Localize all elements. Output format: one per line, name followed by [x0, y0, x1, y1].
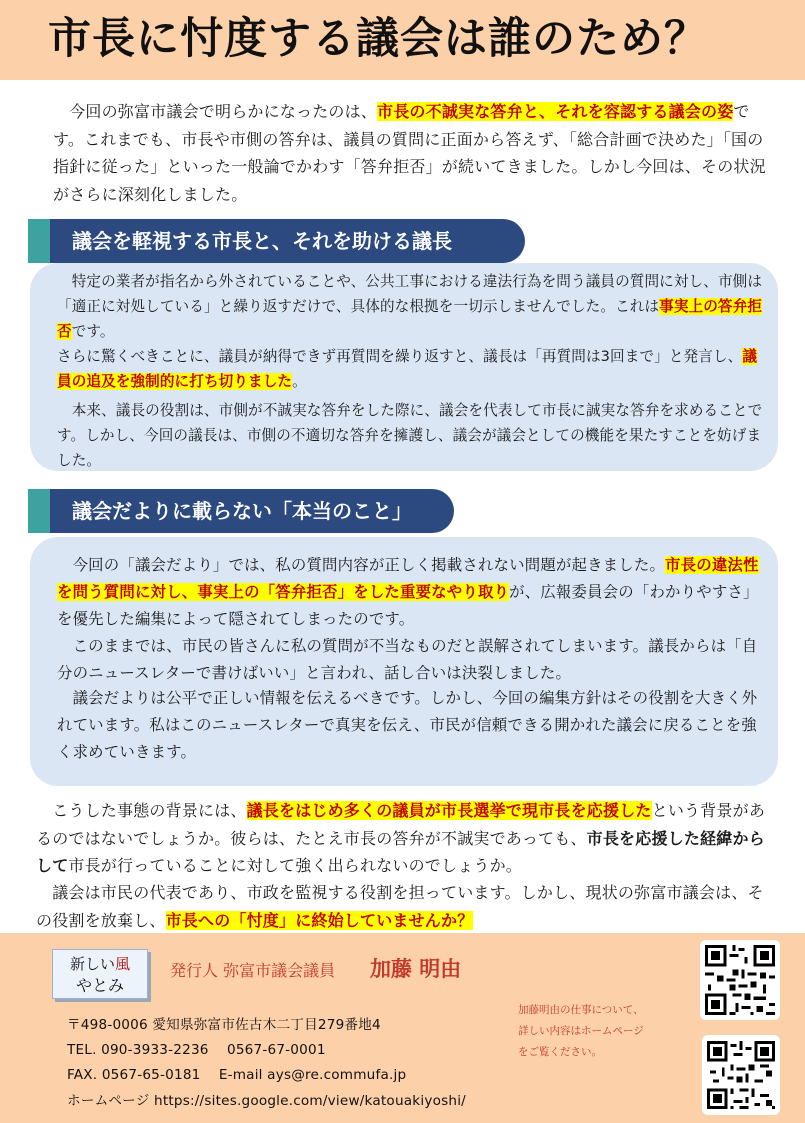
logo-word-wind: 風	[115, 955, 131, 973]
section2-header-bar	[28, 489, 454, 533]
footer-homepage-link[interactable]: ホームページ https://sites.google.com/view/katouakiyoshi/	[67, 1093, 466, 1109]
section2-accent-tab	[28, 489, 50, 533]
intro-text-2: です。これまでも、市長や市側の答弁は、議員の質問に正面から答えず、「総合計画で決めた」「国の指針に従った」といった一般論でかわす「答弁拒否」が続いてきました。しかし今回は、その状況がさらに深刻化しました。	[53, 102, 766, 204]
closing-p2-text: 議会は市民の代表であり、市政を監視する役割を担っています。しかし、現状の弥富市議会は、その役割を放棄し、	[36, 883, 764, 930]
publisher-name: 加藤 明由	[370, 957, 462, 981]
section2-heading: 議会だよりに載らない「本当のこと」	[72, 499, 412, 523]
section1-p3-text: 本来、議長の役割は、市側が不誠実な答弁をした際に、議会を代表して市長に誠実な答弁を求めることです。しかし、今回の議長は、市側の不適切な答弁を擁護し、議会が議会としての機能を果たすことを妨げました。	[57, 402, 763, 469]
logo-line-1	[53, 953, 147, 975]
section1-p2-text-2: 。	[292, 373, 307, 390]
closing-p2-highlight: 市長への「忖度」に終始していませんか？	[165, 910, 474, 930]
section1-p2-highlight: 議員の追及を強制的に打ち切りました	[57, 348, 758, 390]
section2-paragraph-3	[57, 685, 767, 766]
footer-phone: TEL. 090-3933-2236 0567-67-0001	[67, 1042, 326, 1058]
closing-paragraph-2	[36, 879, 776, 934]
intro-text: 今回の弥富市議会で明らかになったのは、	[69, 102, 378, 121]
intro-paragraph	[53, 98, 773, 208]
footer-note-line-2: 詳しい内容はホームページ	[518, 1025, 644, 1037]
publisher-label: 発行人 弥富市議会議員	[170, 961, 336, 980]
section1-accent-tab	[28, 219, 50, 263]
footer-address: 〒498-0006 愛知県弥富市佐古木二丁目279番地4	[67, 1017, 381, 1033]
section2-p3-text: 議会だよりは公平で正しい情報を伝えるべきです。しかし、今回の編集方針はその役割を大きく外れています。私はこのニュースレターで真実を伝え、市民が信頼できる開かれた議会に戻ることを強く求めていきます。	[57, 689, 758, 761]
closing-p1-emphasis: 市長を応援した経緯からして	[36, 828, 765, 875]
section2-paragraph-2	[57, 633, 767, 687]
section1-heading: 議会を軽視する市長と、それを助ける議長	[72, 229, 452, 253]
page-title: 市長に忖度する議会は誰のため？	[48, 14, 708, 64]
footer-fax-email: FAX. 0567-65-0181 E-mail ays@re.commufa.jp	[67, 1067, 407, 1083]
footer-note-line-3: をご覧ください。	[518, 1046, 602, 1058]
logo-line-2: やとみ	[75, 976, 124, 995]
logo-word-new: 新しい	[69, 955, 115, 973]
qr-code-graphic	[702, 942, 778, 1018]
section1-paragraph-3	[57, 398, 767, 473]
section2-paragraph-1	[57, 552, 767, 633]
intro-highlight: 市長の不誠実な答弁と、それを容認する議会の姿	[377, 102, 734, 121]
closing-p1-text-2: という背景があるのではないでしょうか。彼らは、たとえ市長の答弁が不誠実であっても、	[36, 801, 766, 848]
newsletter-logo	[52, 949, 148, 999]
section2-p1-text-2: が、広報委員会の「わかりやすさ」を優先した編集によって隠されてしまったのです。	[57, 583, 759, 628]
closing-p1-highlight: 議長をはじめ多くの議員が市長選挙で現市長を応援した	[246, 801, 652, 820]
section2-p1-highlight: 市長の違法性を問う質問に対し、事実上の「答弁拒否」をした重要なやり取り	[57, 556, 759, 601]
section1-paragraph-1	[57, 269, 767, 344]
section1-p2-text: さらに驚くべきことに、議員が納得できず再質問を繰り返すと、議長は「再質問は3回まで」と発言し、	[57, 348, 743, 365]
section1-header-bar	[28, 219, 525, 263]
section1-p1-highlight: 事実上の答弁拒否	[57, 298, 763, 340]
section1-p1-text-2: です。	[71, 323, 115, 340]
section2-p2-text: このままでは、市民の皆さんに私の質問が不当なものだと誤解されてしまいます。議長からは「自分のニュースレターで書けばいい」と言われ、話し合いは決裂しました。	[57, 637, 758, 682]
closing-p1-text-3: 市長が行っていることに対して強く出られないのでしょうか。	[68, 856, 523, 875]
closing-paragraph-1	[36, 797, 776, 880]
qr-code-graphic	[704, 1037, 778, 1113]
section1-p1-text: 特定の業者が指名から外されていることや、公共工事における違法行為を問う議員の質問に対し、市側は「適正に対処している」と繰り返すだけで、具体的な根拠を一切示しませんでした。これは	[57, 273, 763, 315]
qr-code-icon[interactable]	[700, 940, 780, 1020]
footer-note-line-1: 加藤明由の仕事について、	[518, 1004, 644, 1016]
section1-paragraph-2	[57, 344, 767, 394]
qr-code-icon[interactable]	[702, 1035, 780, 1115]
closing-p1-text: こうした事態の背景には、	[52, 801, 247, 820]
section2-p1-text: 今回の「議会だより」では、私の質問内容が正しく掲載されない問題が起きました。	[72, 556, 666, 574]
